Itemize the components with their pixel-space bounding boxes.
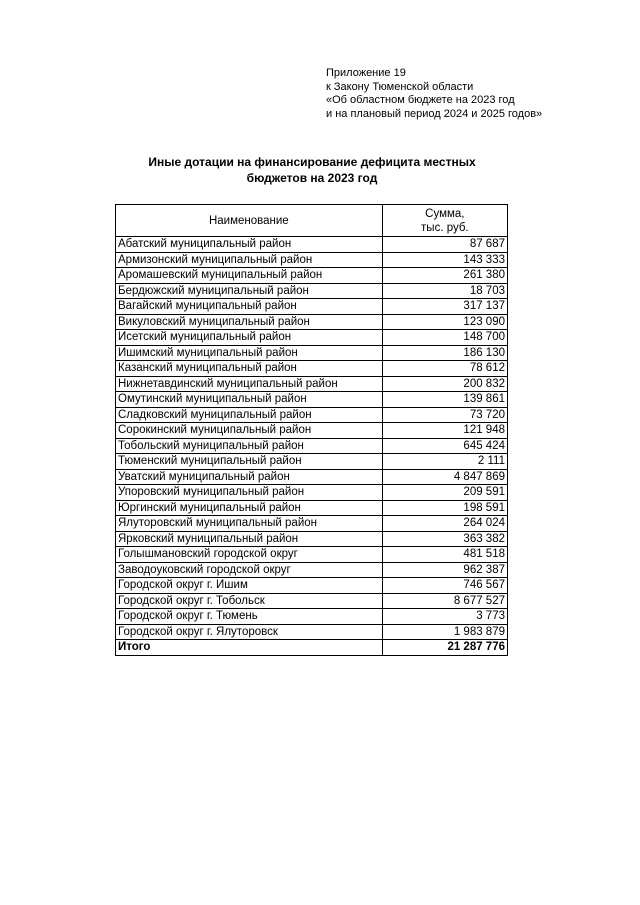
row-name: Ярковский муниципальный район bbox=[116, 531, 383, 547]
row-name: Бердюжский муниципальный район bbox=[116, 283, 383, 299]
table-row bbox=[116, 516, 508, 532]
row-name: Голышмановский городской округ bbox=[116, 547, 383, 563]
row-name: Юргинский муниципальный район bbox=[116, 500, 383, 516]
table-row bbox=[116, 593, 508, 609]
table-header-row bbox=[116, 205, 508, 237]
row-sum: 2 111 bbox=[382, 454, 507, 470]
appendix-line: Приложение 19 bbox=[326, 67, 406, 79]
row-sum: 143 333 bbox=[382, 252, 507, 268]
row-name: Тобольский муниципальный район bbox=[116, 438, 383, 454]
subsidies-table bbox=[115, 204, 508, 656]
header-sum-line-2: тыс. руб. bbox=[421, 221, 469, 234]
row-sum: 8 677 527 bbox=[382, 593, 507, 609]
appendix-line: к Закону Тюменской области bbox=[326, 80, 474, 93]
document-title bbox=[100, 154, 524, 186]
row-name: Сорокинский муниципальный район bbox=[116, 423, 383, 439]
row-sum: 148 700 bbox=[382, 330, 507, 346]
table-row bbox=[116, 314, 508, 330]
header-sum bbox=[382, 205, 507, 237]
table-row bbox=[116, 361, 508, 377]
row-sum: 123 090 bbox=[382, 314, 507, 330]
table-row bbox=[116, 407, 508, 423]
row-sum: 198 591 bbox=[382, 500, 507, 516]
row-name: Армизонский муниципальный район bbox=[116, 252, 383, 268]
row-name: Уватский муниципальный район bbox=[116, 469, 383, 485]
row-name: Сладковский муниципальный район bbox=[116, 407, 383, 423]
row-name: Городской округ г. Тобольск bbox=[116, 593, 383, 609]
row-name: Аромашевский муниципальный район bbox=[116, 268, 383, 284]
table-row bbox=[116, 469, 508, 485]
table-row bbox=[116, 268, 508, 284]
row-sum: 261 380 bbox=[382, 268, 507, 284]
row-sum: 87 687 bbox=[382, 237, 507, 253]
title-line-1: Иные дотации на финансирование дефицита местных bbox=[148, 155, 476, 169]
table-row bbox=[116, 547, 508, 563]
row-sum: 363 382 bbox=[382, 531, 507, 547]
total-label: Итого bbox=[116, 640, 383, 656]
row-name: Нижнетавдинский муниципальный район bbox=[116, 376, 383, 392]
row-name: Упоровский муниципальный район bbox=[116, 485, 383, 501]
row-sum: 139 861 bbox=[382, 392, 507, 408]
table-row bbox=[116, 438, 508, 454]
table-row bbox=[116, 252, 508, 268]
row-sum: 481 518 bbox=[382, 547, 507, 563]
table-row bbox=[116, 345, 508, 361]
table-row bbox=[116, 562, 508, 578]
row-name: Вагайский муниципальный район bbox=[116, 299, 383, 315]
table-row bbox=[116, 454, 508, 470]
row-sum: 317 137 bbox=[382, 299, 507, 315]
row-sum: 1 983 879 bbox=[382, 624, 507, 640]
appendix-line: «Об областном бюджете на 2023 год bbox=[326, 94, 515, 106]
appendix-header bbox=[326, 67, 542, 121]
total-sum: 21 287 776 bbox=[382, 640, 507, 656]
table-row bbox=[116, 330, 508, 346]
table-row bbox=[116, 299, 508, 315]
row-sum: 645 424 bbox=[382, 438, 507, 454]
table-row bbox=[116, 624, 508, 640]
table-row bbox=[116, 392, 508, 408]
row-name: Викуловский муниципальный район bbox=[116, 314, 383, 330]
row-sum: 209 591 bbox=[382, 485, 507, 501]
row-name: Ялуторовский муниципальный район bbox=[116, 516, 383, 532]
row-name: Тюменский муниципальный район bbox=[116, 454, 383, 470]
row-name: Городской округ г. Ишим bbox=[116, 578, 383, 594]
row-sum: 264 024 bbox=[382, 516, 507, 532]
row-sum: 3 773 bbox=[382, 609, 507, 625]
row-name: Заводоуковский городской округ bbox=[116, 562, 383, 578]
row-sum: 121 948 bbox=[382, 423, 507, 439]
row-name: Городской округ г. Ялуторовск bbox=[116, 624, 383, 640]
table-row bbox=[116, 578, 508, 594]
row-sum: 186 130 bbox=[382, 345, 507, 361]
row-sum: 200 832 bbox=[382, 376, 507, 392]
table-row bbox=[116, 283, 508, 299]
table-row bbox=[116, 500, 508, 516]
row-sum: 73 720 bbox=[382, 407, 507, 423]
row-name: Омутинский муниципальный район bbox=[116, 392, 383, 408]
header-name: Наименование bbox=[116, 205, 383, 237]
row-name: Исетский муниципальный район bbox=[116, 330, 383, 346]
row-sum: 18 703 bbox=[382, 283, 507, 299]
table-row bbox=[116, 376, 508, 392]
header-sum-line-1: Сумма, bbox=[425, 207, 465, 220]
appendix-line: и на плановый период 2024 и 2025 годов» bbox=[326, 107, 543, 120]
row-name: Абатский муниципальный район bbox=[116, 237, 383, 253]
row-sum: 4 847 869 bbox=[382, 469, 507, 485]
row-sum: 962 387 bbox=[382, 562, 507, 578]
total-row bbox=[116, 640, 508, 656]
table-row bbox=[116, 531, 508, 547]
table-row bbox=[116, 609, 508, 625]
row-sum: 746 567 bbox=[382, 578, 507, 594]
row-name: Городской округ г. Тюмень bbox=[116, 609, 383, 625]
table-row bbox=[116, 237, 508, 253]
table-row bbox=[116, 423, 508, 439]
row-name: Казанский муниципальный район bbox=[116, 361, 383, 377]
row-name: Ишимский муниципальный район bbox=[116, 345, 383, 361]
title-line-2: бюджетов на 2023 год bbox=[246, 171, 378, 185]
table-body bbox=[116, 237, 508, 656]
row-sum: 78 612 bbox=[382, 361, 507, 377]
table-row bbox=[116, 485, 508, 501]
